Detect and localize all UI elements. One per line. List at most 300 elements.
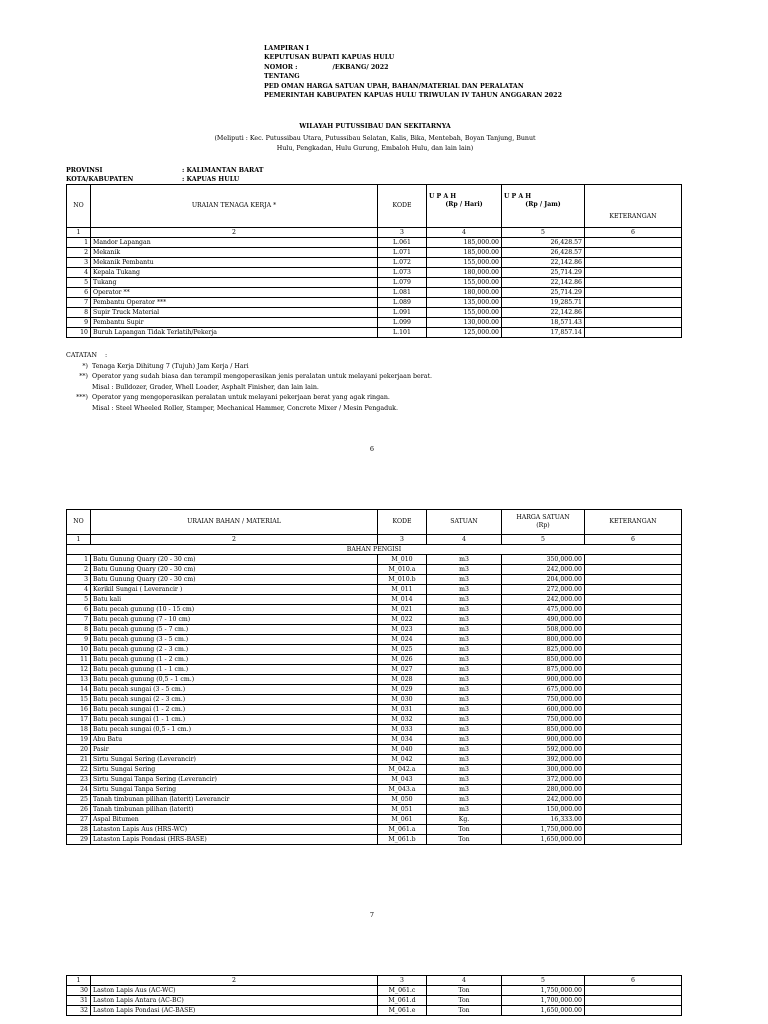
row-no: 5 (67, 278, 91, 288)
row-uraian: Mandor Lapangan (91, 238, 378, 248)
row-uraian: Sirtu Sungai Sering (91, 765, 378, 775)
row-no: 11 (67, 655, 91, 665)
row-no: 31 (67, 996, 91, 1006)
row-harga: 750,000.00 (502, 715, 585, 725)
row-no: 23 (67, 775, 91, 785)
table-row (67, 565, 682, 575)
row-upah-hari: 155,000.00 (427, 258, 502, 268)
notes-title: CATATAN : (66, 352, 108, 359)
row-satuan: m3 (427, 565, 502, 575)
row-harga: 508,000.00 (502, 625, 585, 635)
row-harga: 600,000.00 (502, 705, 585, 715)
row-uraian: Batu pecah sungai (3 - 5 cm.) (91, 685, 378, 695)
colnum: 3 (378, 535, 427, 545)
row-uraian: Batu pecah gunung (5 - 7 cm.) (91, 625, 378, 635)
row-kode: M_033 (378, 725, 427, 735)
row-keterangan (585, 625, 682, 635)
table-row (67, 1006, 682, 1016)
row-harga: 242,000.00 (502, 565, 585, 575)
row-harga: 825,000.00 (502, 645, 585, 655)
colnum: 4 (427, 228, 502, 238)
row-keterangan (585, 555, 682, 565)
colnum: 6 (585, 228, 682, 238)
row-harga: 800,000.00 (502, 635, 585, 645)
note-text: Misal : Bulldozer, Grader, Whell Loader, Asphalt Finisher, dan lain lain. (92, 383, 319, 391)
page-number: 6 (369, 445, 375, 453)
row-no: 6 (67, 288, 91, 298)
section-label: BAHAN PENGISI (67, 545, 682, 555)
note-mark: **) (79, 373, 88, 381)
col-header-keterangan: KETERANGAN (585, 185, 682, 228)
row-uraian: Buruh Lapangan Tidak Terlatih/Pekerja (91, 328, 378, 338)
table-row (67, 655, 682, 665)
colnum: 6 (585, 535, 682, 545)
row-keterangan (585, 986, 682, 996)
row-satuan: m3 (427, 605, 502, 615)
row-harga: 150,000.00 (502, 805, 585, 815)
row-keterangan (585, 605, 682, 615)
row-no: 6 (67, 605, 91, 615)
row-no: 19 (67, 735, 91, 745)
row-uraian: Batu pecah sungai (0,5 - 1 cm.) (91, 725, 378, 735)
row-harga: 750,000.00 (502, 695, 585, 705)
row-uraian: Batu pecah gunung (0,5 - 1 cm.) (91, 675, 378, 685)
row-upah-hari: 180,000.00 (427, 288, 502, 298)
row-keterangan (585, 685, 682, 695)
row-harga: 280,000.00 (502, 785, 585, 795)
colnum: 5 (502, 228, 585, 238)
note-item (66, 362, 432, 373)
row-kode: M_028 (378, 675, 427, 685)
row-satuan: Ton (427, 996, 502, 1006)
section-row (67, 545, 682, 555)
row-satuan: m3 (427, 725, 502, 735)
table-row (67, 665, 682, 675)
row-harga: 592,000.00 (502, 745, 585, 755)
row-kode: M_042.a (378, 765, 427, 775)
coverage-line: Hulu, Pengkadan, Hulu Gurung, Embaloh Hulu, dan lain lain) (276, 144, 474, 152)
note-mark: *) (82, 362, 88, 370)
row-kode: M_061.e (378, 1006, 427, 1016)
column-number-row (67, 535, 682, 545)
row-kode: M_021 (378, 605, 427, 615)
row-kode: M_025 (378, 645, 427, 655)
row-kode: L.091 (378, 308, 427, 318)
table-row (67, 745, 682, 755)
row-kode: M_029 (378, 685, 427, 695)
row-uraian: Batu pecah gunung (3 - 5 cm.) (91, 635, 378, 645)
table-row (67, 685, 682, 695)
row-keterangan (585, 775, 682, 785)
table-row (67, 715, 682, 725)
colnum: 1 (67, 228, 91, 238)
row-kode: M_030 (378, 695, 427, 705)
row-keterangan (585, 735, 682, 745)
row-kode: M_024 (378, 635, 427, 645)
row-kode: L.073 (378, 268, 427, 278)
row-satuan: m3 (427, 695, 502, 705)
province-label: PROVINSI (66, 167, 103, 174)
row-kode: L.099 (378, 318, 427, 328)
row-kode: L.101 (378, 328, 427, 338)
row-keterangan (585, 825, 682, 835)
row-harga: 1,700,000.00 (502, 996, 585, 1006)
row-no: 12 (67, 665, 91, 675)
row-keterangan (585, 745, 682, 755)
labor-wage-table (66, 184, 682, 338)
table-row (67, 725, 682, 735)
col-header-upah-jam (502, 185, 585, 228)
row-kode: L.081 (378, 288, 427, 298)
table-row (67, 785, 682, 795)
row-no: 22 (67, 765, 91, 775)
row-uraian: Lataston Lapis Aus (HRS-WC) (91, 825, 378, 835)
row-no: 13 (67, 675, 91, 685)
note-mark (66, 383, 92, 394)
row-satuan: m3 (427, 715, 502, 725)
row-kode: M_050 (378, 795, 427, 805)
row-kode: M_031 (378, 705, 427, 715)
table-row (67, 318, 682, 328)
row-satuan: m3 (427, 655, 502, 665)
row-satuan: m3 (427, 755, 502, 765)
col-header-upah-hari (427, 185, 502, 228)
row-no: 1 (67, 555, 91, 565)
row-no: 20 (67, 745, 91, 755)
table-row (67, 278, 682, 288)
row-satuan: Ton (427, 825, 502, 835)
row-no: 7 (67, 615, 91, 625)
row-harga: 1,650,000.00 (502, 1006, 585, 1016)
row-keterangan (585, 705, 682, 715)
col-header-no: NO (67, 510, 91, 535)
row-uraian: Batu Gunung Quary (20 - 30 cm) (91, 555, 378, 565)
row-uraian: Batu pecah gunung (1 - 2 cm.) (91, 655, 378, 665)
row-satuan: m3 (427, 635, 502, 645)
row-upah-jam: 25,714.29 (502, 288, 585, 298)
row-keterangan (585, 288, 682, 298)
col-header-keterangan: KETERANGAN (585, 510, 682, 535)
note-item (66, 404, 432, 415)
row-upah-jam: 26,428.57 (502, 248, 585, 258)
table-row (67, 268, 682, 278)
row-kode: M_042 (378, 755, 427, 765)
row-uraian: Aspal Bitumen (91, 815, 378, 825)
row-keterangan (585, 755, 682, 765)
row-kode: L.071 (378, 248, 427, 258)
table-row (67, 308, 682, 318)
row-upah-jam: 22,142.86 (502, 278, 585, 288)
table-row (67, 795, 682, 805)
row-keterangan (585, 675, 682, 685)
row-uraian: Batu kali (91, 595, 378, 605)
row-satuan: m3 (427, 685, 502, 695)
header-line: PED OMAN HARGA SATUAN UPAH, BAHAN/MATERIAL DAN PERALATAN (264, 82, 524, 90)
row-uraian: Mekanik (91, 248, 378, 258)
row-keterangan (585, 815, 682, 825)
kota-value: : KAPUAS HULU (182, 176, 240, 183)
row-upah-jam: 17,857.14 (502, 328, 585, 338)
coverage-line: (Meliputi : Kec. Putussibau Utara, Putussibau Selatan, Kalis, Bika, Mentebah, Boyan Tanjung, Bunut (214, 135, 536, 142)
row-no: 24 (67, 785, 91, 795)
row-no: 17 (67, 715, 91, 725)
row-kode: M_061.b (378, 835, 427, 845)
row-keterangan (585, 308, 682, 318)
header-line: LAMPIRAN I (264, 45, 309, 52)
table-row (67, 805, 682, 815)
kota-label: KOTA/KABUPATEN (66, 176, 134, 183)
row-keterangan (585, 565, 682, 575)
province-info (66, 166, 263, 184)
row-satuan: Ton (427, 835, 502, 845)
row-harga: 300,000.00 (502, 765, 585, 775)
row-upah-hari: 130,000.00 (427, 318, 502, 328)
row-satuan: m3 (427, 795, 502, 805)
row-harga: 900,000.00 (502, 735, 585, 745)
row-no: 21 (67, 755, 91, 765)
row-keterangan (585, 328, 682, 338)
table-row (67, 996, 682, 1006)
row-upah-jam: 19,285.71 (502, 298, 585, 308)
col-header-kode: KODE (378, 510, 427, 535)
row-upah-jam: 18,571.43 (502, 318, 585, 328)
row-upah-hari: 155,000.00 (427, 308, 502, 318)
row-satuan: m3 (427, 705, 502, 715)
row-uraian: Batu Gunung Quary (20 - 30 cm) (91, 575, 378, 585)
page-number: 7 (369, 911, 375, 919)
row-kode: L.089 (378, 298, 427, 308)
row-satuan: m3 (427, 555, 502, 565)
table-row (67, 765, 682, 775)
row-uraian: Batu pecah gunung (1 - 1 cm.) (91, 665, 378, 675)
row-kode: M_027 (378, 665, 427, 675)
note-item (66, 393, 432, 404)
table-row (67, 298, 682, 308)
row-uraian: Pasir (91, 745, 378, 755)
row-uraian: Sirtu Sungai Sering (Leverancir) (91, 755, 378, 765)
row-satuan: m3 (427, 575, 502, 585)
colnum: 1 (67, 535, 91, 545)
row-no: 18 (67, 725, 91, 735)
table-row (67, 645, 682, 655)
header-line: PEMERINTAH KABUPATEN KAPUAS HULU TRIWULAN IV TAHUN ANGGARAN 2022 (264, 92, 562, 100)
row-kode: M_034 (378, 735, 427, 745)
row-upah-jam: 25,714.29 (502, 268, 585, 278)
row-kode: M_014 (378, 595, 427, 605)
row-harga: 850,000.00 (502, 655, 585, 665)
row-kode: M_043.a (378, 785, 427, 795)
material-price-table-continued (66, 975, 682, 1016)
row-uraian: Laston Lapis Aus (AC-WC) (91, 986, 378, 996)
notes-block (66, 351, 432, 415)
note-text: Operator yang mengoperasikan peralatan untuk melayani pekerjaan berat yang agak ringan. (92, 394, 390, 402)
upah-jam-top: U P A H (504, 193, 532, 200)
colnum: 4 (427, 976, 502, 986)
table-row (67, 705, 682, 715)
row-keterangan (585, 318, 682, 328)
table-row (67, 288, 682, 298)
row-no: 8 (67, 308, 91, 318)
row-harga: 490,000.00 (502, 615, 585, 625)
colnum: 1 (67, 976, 91, 986)
table-row (67, 735, 682, 745)
table-row (67, 585, 682, 595)
row-uraian: Operator ** (91, 288, 378, 298)
colnum: 5 (502, 535, 585, 545)
row-kode: M_010.b (378, 575, 427, 585)
row-satuan: m3 (427, 735, 502, 745)
table-row (67, 555, 682, 565)
row-uraian: Batu pecah sungai (1 - 2 cm.) (91, 705, 378, 715)
row-no: 14 (67, 685, 91, 695)
row-uraian: Laston Lapis Pondasi (AC-BASE) (91, 1006, 378, 1016)
row-keterangan (585, 615, 682, 625)
row-kode: M_043 (378, 775, 427, 785)
col-header-kode: KODE (378, 185, 427, 228)
colnum: 2 (91, 228, 378, 238)
row-harga: 475,000.00 (502, 605, 585, 615)
row-kode: M_032 (378, 715, 427, 725)
row-satuan: m3 (427, 615, 502, 625)
row-keterangan (585, 835, 682, 845)
table-row (67, 575, 682, 585)
colnum: 2 (91, 535, 378, 545)
table-row (67, 328, 682, 338)
row-upah-jam: 22,142.86 (502, 308, 585, 318)
row-keterangan (585, 585, 682, 595)
col-header-no: NO (67, 185, 91, 228)
row-keterangan (585, 645, 682, 655)
row-uraian: Mekanik Pembantu (91, 258, 378, 268)
row-kode: M_061.c (378, 986, 427, 996)
row-keterangan (585, 575, 682, 585)
row-harga: 1,750,000.00 (502, 986, 585, 996)
colnum: 3 (378, 228, 427, 238)
row-no: 5 (67, 595, 91, 605)
note-text: Misal : Steel Wheeled Roller, Stamper, Mechanical Hammer, Concrete Mixer / Mesin Pengaduk. (92, 404, 398, 412)
note-text: Operator yang sudah biasa dan terampil mengoperasikan jenis peralatan untuk melayani pekerjaan berat. (92, 373, 433, 381)
wilayah-title: WILAYAH PUTUSSIBAU DAN SEKITARNYA (299, 123, 451, 130)
row-uraian: Tanah timbunan pilihan (laterit) Leverancir (91, 795, 378, 805)
row-uraian: Abu Batu (91, 735, 378, 745)
table-row (67, 695, 682, 705)
row-upah-hari: 135,000.00 (427, 298, 502, 308)
upah-hari-top: U P A H (429, 193, 457, 200)
harga-bottom: (Rp) (536, 522, 550, 529)
row-upah-hari: 125,000.00 (427, 328, 502, 338)
row-kode: M_023 (378, 625, 427, 635)
row-harga: 675,000.00 (502, 685, 585, 695)
row-satuan: m3 (427, 765, 502, 775)
note-mark: ***) (76, 394, 88, 402)
row-harga: 850,000.00 (502, 725, 585, 735)
row-satuan: m3 (427, 595, 502, 605)
row-uraian: Sirtu Sungai Tanpa Sering (91, 785, 378, 795)
row-upah-hari: 185,000.00 (427, 248, 502, 258)
row-uraian: Sirtu Sungai Tanpa Sering (Leverancir) (91, 775, 378, 785)
header-line: KEPUTUSAN BUPATI KAPUAS HULU (264, 54, 395, 62)
row-uraian: Laston Lapis Antara (AC-BC) (91, 996, 378, 1006)
row-uraian: Pembantu Operator *** (91, 298, 378, 308)
row-harga: 242,000.00 (502, 795, 585, 805)
row-kode: L.072 (378, 258, 427, 268)
row-harga: 16,333.00 (502, 815, 585, 825)
row-keterangan (585, 725, 682, 735)
row-uraian: Kepala Tukang (91, 268, 378, 278)
wilayah-coverage (120, 134, 630, 153)
col-header-uraian: URAIAN TENAGA KERJA * (91, 185, 378, 228)
row-upah-hari: 185,000.00 (427, 238, 502, 248)
row-satuan: m3 (427, 785, 502, 795)
row-no: 2 (67, 565, 91, 575)
row-satuan: m3 (427, 745, 502, 755)
upah-hari-bottom: (Rp / Hari) (445, 201, 483, 208)
row-keterangan (585, 595, 682, 605)
table-row (67, 675, 682, 685)
row-no: 30 (67, 986, 91, 996)
row-harga: 392,000.00 (502, 755, 585, 765)
table-row (67, 248, 682, 258)
row-keterangan (585, 795, 682, 805)
row-uraian: Batu pecah sungai (1 - 1 cm.) (91, 715, 378, 725)
row-no: 4 (67, 585, 91, 595)
row-no: 32 (67, 1006, 91, 1016)
row-keterangan (585, 268, 682, 278)
row-uraian: Tukang (91, 278, 378, 288)
row-satuan: Ton (427, 1006, 502, 1016)
row-uraian: Pembantu Supir (91, 318, 378, 328)
row-uraian: Lataston Lapis Pondasi (HRS-BASE) (91, 835, 378, 845)
row-satuan: m3 (427, 775, 502, 785)
col-header-uraian: URAIAN BAHAN / MATERIAL (91, 510, 378, 535)
colnum: 6 (585, 976, 682, 986)
column-number-row (67, 228, 682, 238)
table-row (67, 595, 682, 605)
material-price-table (66, 509, 682, 845)
row-satuan: m3 (427, 805, 502, 815)
row-upah-hari: 155,000.00 (427, 278, 502, 288)
row-satuan: Kg. (427, 815, 502, 825)
row-no: 8 (67, 625, 91, 635)
row-no: 10 (67, 328, 91, 338)
table-row (67, 835, 682, 845)
row-keterangan (585, 238, 682, 248)
row-no: 28 (67, 825, 91, 835)
col-header-harga (502, 510, 585, 535)
table-row (67, 258, 682, 268)
row-kode: M_051 (378, 805, 427, 815)
row-kode: L.079 (378, 278, 427, 288)
colnum: 5 (502, 976, 585, 986)
row-uraian: Batu pecah gunung (2 - 3 cm.) (91, 645, 378, 655)
table-row (67, 986, 682, 996)
note-item (66, 372, 432, 383)
colnum: 3 (378, 976, 427, 986)
table-row (67, 775, 682, 785)
header-line: TENTANG (264, 73, 300, 81)
row-no: 7 (67, 298, 91, 308)
row-keterangan (585, 765, 682, 775)
upah-jam-bottom: (Rp / Jam) (525, 201, 561, 208)
row-no: 29 (67, 835, 91, 845)
row-kode: M_026 (378, 655, 427, 665)
row-no: 10 (67, 645, 91, 655)
row-satuan: m3 (427, 675, 502, 685)
row-kode: M_022 (378, 615, 427, 625)
colnum: 2 (91, 976, 378, 986)
row-no: 4 (67, 268, 91, 278)
row-harga: 1,650,000.00 (502, 835, 585, 845)
